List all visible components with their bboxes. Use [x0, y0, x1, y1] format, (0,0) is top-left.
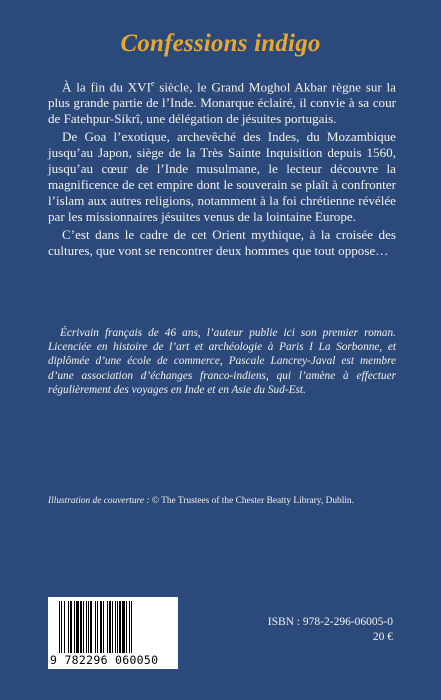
blurb [48, 76, 396, 261]
blurb-paragraph-2: De Goa l’exotique, archevêché des Indes, du Mozambique jusqu’au Japon, siège de la Très Sainte Inquisition depuis 1560, jusqu’au cœur de l’Inde musulmane, le lecteur découvre la magnificence de cet empire dont le souverain se plaît à confronter l’islam aux autres religions, notamment à la foi chrétienne révélée par les missionnaires jésuites venus de la lointaine Europe. [48, 129, 396, 225]
barcode-bar [109, 601, 111, 653]
isbn-block [268, 615, 393, 645]
barcode-bar [122, 601, 125, 653]
barcode-bar [112, 601, 113, 653]
barcode-bar [80, 601, 82, 653]
barcode-bar [115, 601, 116, 653]
barcode-digits: 9 782296 060050 [50, 653, 159, 667]
barcode-bar [59, 601, 60, 653]
barcode-bar [74, 601, 75, 653]
barcode [48, 597, 178, 669]
barcode-bar [64, 601, 65, 653]
barcode-bar [100, 601, 102, 653]
century-superscript: e [150, 79, 155, 88]
credit-text: © The Trustees of the Chester Beatty Library, Dublin. [149, 496, 354, 506]
barcode-bar [70, 601, 72, 653]
cover-credit [48, 495, 408, 507]
barcode-bar [129, 601, 130, 653]
barcode-bar [126, 601, 127, 653]
barcode-bar [95, 601, 96, 653]
barcode-bar [103, 601, 104, 653]
barcode-bar [68, 601, 69, 653]
price: 20 € [372, 631, 393, 643]
isbn-number: ISBN : 978-2-296-06005-0 [267, 616, 393, 628]
blurb-p1-rest: siècle, le Grand Moghol Akbar règne sur la plus grande partie de l’Inde. Monarque éclairé, il convie à sa cour de Fatehpur-Sikrî, une délégation de jésuites portugais. [48, 79, 396, 127]
barcode-bar [76, 601, 79, 653]
barcode-bar [88, 601, 89, 653]
credit-label: Illustration de couverture : [48, 496, 150, 506]
blurb-p1-start: À la fin du XVI [62, 79, 151, 95]
book-title: Confessions indigo [120, 30, 321, 57]
blurb-paragraph-1 [48, 76, 396, 127]
barcode-bar [107, 601, 108, 653]
barcode-bar [97, 601, 98, 653]
barcode-bar [119, 601, 121, 653]
barcode-bar [117, 601, 118, 653]
barcode-bars [59, 601, 167, 653]
barcode-bar [131, 601, 132, 653]
barcode-bar [61, 601, 62, 653]
barcode-bar [86, 601, 87, 653]
barcode-bar [90, 601, 92, 653]
author-bio: Écrivain français de 46 ans, l’auteur publie ici son premier roman. Licenciée en histoire de l’art et archéologie à Paris I La Sorbonne, et diplômée d’une école de commerce, Pascale Lancrey-Javal est membre d’une association d’échanges franco-indiens, qui l’amène à effectuer régulièrement des voyages en Inde et en Asie du Sud-Est. [48, 327, 396, 396]
blurb-paragraph-3: C’est dans le cadre de cet Orient mythique, à la croisée des cultures, que vont se rencontrer deux hommes que tout oppose… [48, 227, 396, 259]
barcode-bar [83, 601, 84, 653]
